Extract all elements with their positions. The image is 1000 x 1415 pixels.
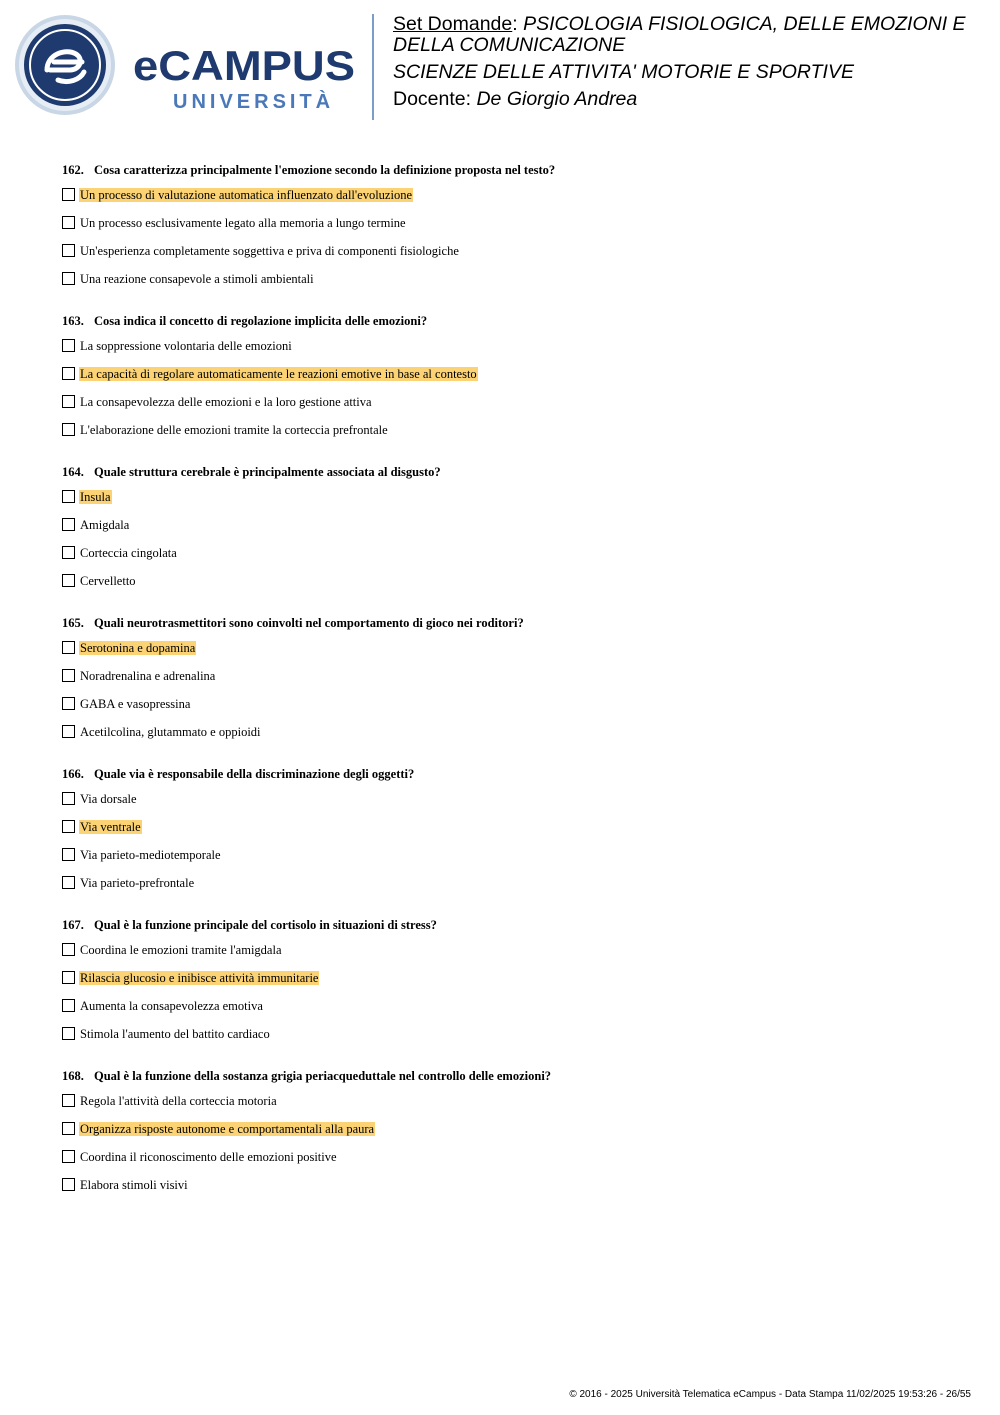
- answer-option[interactable]: [62, 641, 962, 669]
- question-title: [62, 162, 962, 179]
- header-info: [393, 14, 983, 110]
- answer-text-correct: Via ventrale: [80, 820, 141, 834]
- logo-name: eCAMPUS: [133, 42, 355, 89]
- answer-option[interactable]: [62, 848, 962, 876]
- answer-option[interactable]: [62, 339, 962, 367]
- question-text: Quale via è responsabile della discriminazione degli oggetti?: [94, 767, 415, 781]
- answer-option[interactable]: [62, 876, 962, 904]
- answer-option[interactable]: [62, 1178, 962, 1206]
- question-number: 167.: [62, 918, 84, 932]
- teacher-line: [393, 89, 983, 110]
- question-item: [62, 917, 962, 1055]
- answer-option[interactable]: [62, 272, 962, 300]
- answer-text: Elabora stimoli visivi: [80, 1178, 188, 1192]
- answer-text: La consapevolezza delle emozioni e la loro gestione attiva: [80, 395, 372, 409]
- answer-checkbox[interactable]: [62, 725, 75, 738]
- answer-checkbox[interactable]: [62, 1178, 75, 1191]
- question-item: [62, 615, 962, 753]
- answer-checkbox[interactable]: [62, 367, 75, 380]
- set-sep: :: [512, 13, 524, 35]
- page-footer: © 2016 - 2025 Università Telematica eCampus - Data Stampa 11/02/2025 19:53:26 - 26/55: [569, 1389, 971, 1400]
- answer-text: Aumenta la consapevolezza emotiva: [80, 999, 263, 1013]
- answer-checkbox[interactable]: [62, 423, 75, 436]
- course-title-line1: [393, 14, 983, 35]
- answer-option[interactable]: [62, 367, 962, 395]
- question-list: [62, 162, 962, 1219]
- question-item: [62, 162, 962, 300]
- answer-checkbox[interactable]: [62, 216, 75, 229]
- question-number: 168.: [62, 1069, 84, 1083]
- logo-subtitle: UNIVERSITÀ: [173, 91, 335, 113]
- answer-checkbox[interactable]: [62, 1122, 75, 1135]
- answer-text: Via dorsale: [80, 792, 137, 806]
- answer-checkbox[interactable]: [62, 1150, 75, 1163]
- question-title: [62, 615, 962, 632]
- answer-text: Noradrenalina e adrenalina: [80, 669, 216, 683]
- question-title: [62, 1068, 962, 1085]
- question-title: [62, 766, 962, 783]
- answer-text-correct: Insula: [80, 490, 111, 504]
- answer-text-correct: Organizza risposte autonome e comportamentali alla paura: [80, 1122, 375, 1136]
- answer-text: La soppressione volontaria delle emozioni: [80, 339, 292, 353]
- answer-checkbox[interactable]: [62, 188, 75, 201]
- answer-option[interactable]: [62, 546, 962, 574]
- answer-text: L'elaborazione delle emozioni tramite la corteccia prefrontale: [80, 423, 388, 437]
- question-item: [62, 1068, 962, 1206]
- answer-checkbox[interactable]: [62, 876, 75, 889]
- answer-checkbox[interactable]: [62, 1027, 75, 1040]
- question-item: [62, 766, 962, 904]
- question-number: 166.: [62, 767, 84, 781]
- question-number: 165.: [62, 616, 84, 630]
- question-title: [62, 464, 962, 481]
- answer-option[interactable]: [62, 1027, 962, 1055]
- answer-text-correct: Un processo di valutazione automatica influenzato dall'evoluzione: [80, 188, 412, 202]
- answer-option[interactable]: [62, 1150, 962, 1178]
- answer-text: Via parieto-prefrontale: [80, 876, 195, 890]
- answer-checkbox[interactable]: [62, 697, 75, 710]
- question-text: Cosa caratterizza principalmente l'emozione secondo la definizione proposta nel testo?: [94, 163, 556, 177]
- answer-checkbox[interactable]: [62, 244, 75, 257]
- answer-checkbox[interactable]: [62, 669, 75, 682]
- answer-text: Cervelletto: [80, 574, 136, 588]
- answer-checkbox[interactable]: [62, 820, 75, 833]
- answer-checkbox[interactable]: [62, 641, 75, 654]
- answer-option[interactable]: [62, 490, 962, 518]
- answer-text: GABA e vasopressina: [80, 697, 191, 711]
- question-item: [62, 464, 962, 602]
- question-text: Quali neurotrasmettitori sono coinvolti nel comportamento di gioco nei roditori?: [94, 616, 524, 630]
- answer-checkbox[interactable]: [62, 971, 75, 984]
- answer-option[interactable]: [62, 1094, 962, 1122]
- answer-text: Acetilcolina, glutammato e oppioidi: [80, 725, 261, 739]
- page-header: [0, 0, 1000, 130]
- answer-option[interactable]: [62, 943, 962, 971]
- ecampus-logo: [133, 40, 358, 115]
- question-number: 164.: [62, 465, 84, 479]
- answer-option[interactable]: [62, 697, 962, 725]
- answer-text: Amigdala: [80, 518, 130, 532]
- answer-text: Coordina il riconoscimento delle emozioni positive: [80, 1150, 337, 1164]
- answer-option[interactable]: [62, 971, 962, 999]
- answer-text: Stimola l'aumento del battito cardiaco: [80, 1027, 270, 1041]
- answer-checkbox[interactable]: [62, 272, 75, 285]
- answer-checkbox[interactable]: [62, 395, 75, 408]
- answer-checkbox[interactable]: [62, 1094, 75, 1107]
- question-number: 162.: [62, 163, 84, 177]
- answer-checkbox[interactable]: [62, 490, 75, 503]
- answer-checkbox[interactable]: [62, 848, 75, 861]
- question-text: Quale struttura cerebrale è principalmente associata al disgusto?: [94, 465, 441, 479]
- answer-option[interactable]: [62, 999, 962, 1027]
- answer-option[interactable]: [62, 820, 962, 848]
- answer-checkbox[interactable]: [62, 518, 75, 531]
- answer-text-correct: Rilascia glucosio e inibisce attività immunitarie: [80, 971, 319, 985]
- ecampus-seal-icon: [14, 14, 116, 116]
- answer-option[interactable]: [62, 518, 962, 546]
- answer-text-correct: Serotonina e dopamina: [80, 641, 196, 655]
- question-number: 163.: [62, 314, 84, 328]
- course-name-1: PSICOLOGIA FISIOLOGICA, DELLE EMOZIONI E: [523, 13, 966, 35]
- question-text: Cosa indica il concetto di regolazione implicita delle emozioni?: [94, 314, 428, 328]
- question-item: [62, 313, 962, 451]
- question-title: [62, 313, 962, 330]
- answer-option[interactable]: [62, 216, 962, 244]
- answer-option[interactable]: [62, 395, 962, 423]
- answer-checkbox[interactable]: [62, 792, 75, 805]
- answer-checkbox[interactable]: [62, 339, 75, 352]
- answer-checkbox[interactable]: [62, 546, 75, 559]
- answer-text: Una reazione consapevole a stimoli ambientali: [80, 272, 314, 286]
- answer-checkbox[interactable]: [62, 943, 75, 956]
- answer-text: Via parieto-mediotemporale: [80, 848, 221, 862]
- set-label: Set Domande: [393, 13, 513, 35]
- question-title: [62, 917, 962, 934]
- answer-option[interactable]: [62, 669, 962, 697]
- answer-option[interactable]: [62, 725, 962, 753]
- answer-option[interactable]: [62, 1122, 962, 1150]
- answer-text-correct: La capacità di regolare automaticamente le reazioni emotive in base al contesto: [80, 367, 477, 381]
- answer-option[interactable]: [62, 244, 962, 272]
- answer-option[interactable]: [62, 792, 962, 820]
- question-text: Qual è la funzione della sostanza grigia periacqueduttale nel controllo delle emozioni?: [94, 1069, 552, 1083]
- answer-text: Corteccia cingolata: [80, 546, 177, 560]
- answer-text: Un processo esclusivamente legato alla memoria a lungo termine: [80, 216, 406, 230]
- answer-text: Un'esperienza completamente soggettiva e priva di componenti fisiologiche: [80, 244, 459, 258]
- answer-checkbox[interactable]: [62, 999, 75, 1012]
- answer-text: Regola l'attività della corteccia motoria: [80, 1094, 277, 1108]
- teacher-label: Docente:: [393, 88, 477, 110]
- answer-option[interactable]: [62, 423, 962, 451]
- answer-checkbox[interactable]: [62, 574, 75, 587]
- answer-text: Coordina le emozioni tramite l'amigdala: [80, 943, 282, 957]
- answer-option[interactable]: [62, 574, 962, 602]
- course-name-2: DELLA COMUNICAZIONE: [393, 34, 626, 56]
- header-divider: [372, 14, 374, 120]
- teacher-name: De Giorgio Andrea: [476, 88, 638, 110]
- degree-name: SCIENZE DELLE ATTIVITA' MOTORIE E SPORTIVE: [393, 61, 854, 83]
- question-text: Qual è la funzione principale del cortisolo in situazioni di stress?: [94, 918, 437, 932]
- answer-option[interactable]: [62, 188, 962, 216]
